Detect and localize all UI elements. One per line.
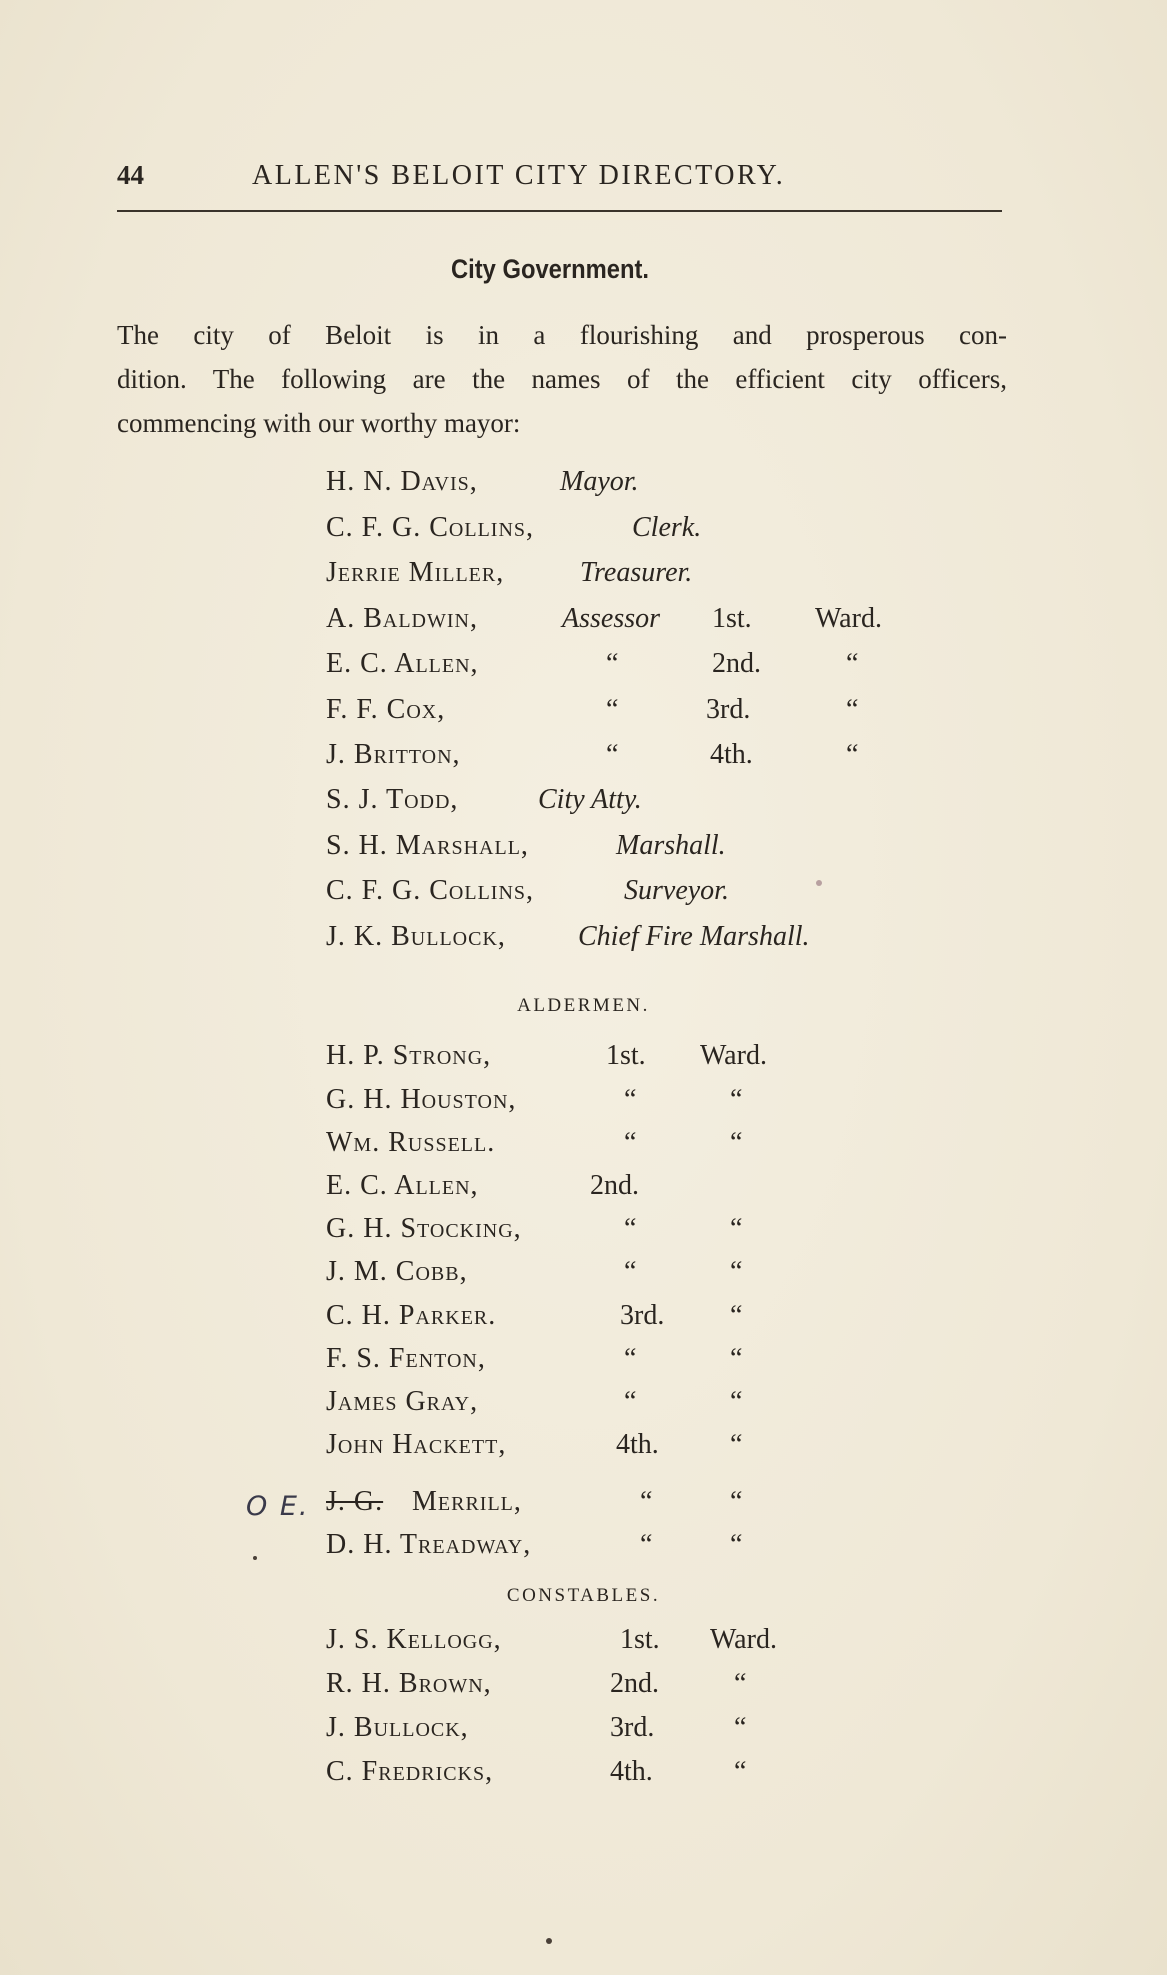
alderman-name: C. H. Parker. [326,1300,497,1331]
alderman-name: H. P. Strong, [326,1040,492,1071]
officer-name: S. J. Todd, [326,784,459,815]
ditto-mark: “ [730,1127,743,1158]
alderman-ward: 2nd. [590,1170,639,1201]
officer-role: Marshall. [616,830,726,861]
constable-name: C. Fredricks, [326,1756,494,1787]
running-head: ALLEN'S BELOIT CITY DIRECTORY. [252,160,786,191]
officer-ward: 2nd. [712,648,761,679]
ditto-mark: “ [730,1343,743,1374]
intro-paragraph [117,313,1007,445]
officer-role: Surveyor. [624,875,729,906]
officer-ward: 1st. [712,603,752,634]
constable-ward: 1st. [620,1624,660,1655]
alderman-name: James Gray, [326,1386,479,1417]
ditto-mark: “ [730,1300,743,1331]
ditto-mark: “ [730,1486,743,1517]
alderman-name: D. H. Treadway, [326,1529,532,1560]
intro-line: commencing with our worthy mayor: [117,408,521,438]
constable-ward: 4th. [610,1756,653,1787]
constable-name: J. Bullock, [326,1712,469,1743]
alderman-name: E. C. Allen, [326,1170,479,1201]
alderman-name: G. H. Stocking, [326,1213,522,1244]
handwritten-annotation: O E. [246,1491,310,1522]
officer-name: J. Britton, [326,739,461,770]
officer-name: Jerrie Miller, [326,557,505,588]
constable-name: J. S. Kellogg, [326,1624,502,1655]
officer-role: Mayor. [560,466,639,497]
officer-role: Assessor [562,603,661,634]
ditto-mark: “ [730,1429,743,1460]
ditto-mark: “ [730,1213,743,1244]
constable-ward: 3rd. [610,1712,655,1743]
ditto-mark: “ [624,1343,637,1374]
ink-speck [546,1938,552,1944]
alderman-name: Merrill, [412,1486,522,1517]
officer-name: A. Baldwin, [326,603,478,634]
alderman-ward: 4th. [616,1429,659,1460]
ditto-mark: “ [730,1084,743,1115]
constables-heading: CONSTABLES. [506,1585,661,1606]
ditto-mark: “ [734,1668,747,1699]
alderman-name: Wm. Russell. [326,1127,496,1158]
struck-initials: J. G. [326,1486,384,1517]
ditto-mark: “ [624,1213,637,1244]
constable-ward-label: Ward. [710,1624,777,1655]
ink-speck [253,1556,257,1560]
ditto-mark: “ [606,739,619,770]
ditto-mark: “ [640,1486,653,1517]
header-rule [117,210,1002,212]
page-header [117,160,1002,200]
officer-ward: 4th. [710,739,753,770]
alderman-name: F. S. Fenton, [326,1343,486,1374]
ditto-mark: “ [734,1712,747,1743]
intro-line: The city of Beloit is in a flourishing and prosperous con- [117,320,1007,350]
alderman-ward: 1st. [606,1040,646,1071]
officer-name: H. N. Davis, [326,466,478,497]
alderman-ward: 3rd. [620,1300,665,1331]
ditto-mark: “ [606,694,619,725]
ditto-mark: “ [734,1756,747,1787]
ink-speck [816,880,822,886]
ditto-mark: “ [640,1529,653,1560]
officer-role: Treasurer. [580,557,693,588]
officer-name: F. F. Cox, [326,694,446,725]
officer-role: City Atty. [538,784,642,815]
officer-name: J. K. Bullock, [326,921,506,952]
ditto-mark: “ [624,1256,637,1287]
alderman-name: J. M. Cobb, [326,1256,468,1287]
constable-name: R. H. Brown, [326,1668,492,1699]
alderman-ward-label: Ward. [700,1040,767,1071]
officer-name: C. F. G. Collins, [326,875,535,906]
ditto-mark: “ [624,1127,637,1158]
officer-ward-label: Ward. [815,603,882,634]
ditto-mark: “ [624,1386,637,1417]
officer-ward: 3rd. [706,694,751,725]
aldermen-heading: ALDERMEN. [517,995,650,1016]
officer-role: Chief Fire Marshall. [578,921,810,952]
page-number: 44 [117,160,144,190]
intro-line: dition. The following are the names of the efficient city officers, [117,364,1007,394]
ditto-mark: “ [624,1084,637,1115]
officer-name: C. F. G. Collins, [326,512,535,543]
alderman-name: John Hackett, [326,1429,507,1460]
ditto-mark: “ [606,648,619,679]
officer-role: Clerk. [632,512,702,543]
ditto-mark: “ [730,1386,743,1417]
ditto-mark: “ [846,739,859,770]
ditto-mark: “ [846,694,859,725]
section-title: City Government. [450,254,650,284]
ditto-mark: “ [846,648,859,679]
officer-name: E. C. Allen, [326,648,479,679]
constable-ward: 2nd. [610,1668,659,1699]
officer-name: S. H. Marshall, [326,830,529,861]
ditto-mark: “ [730,1256,743,1287]
ditto-mark: “ [730,1529,743,1560]
alderman-name: G. H. Houston, [326,1084,517,1115]
